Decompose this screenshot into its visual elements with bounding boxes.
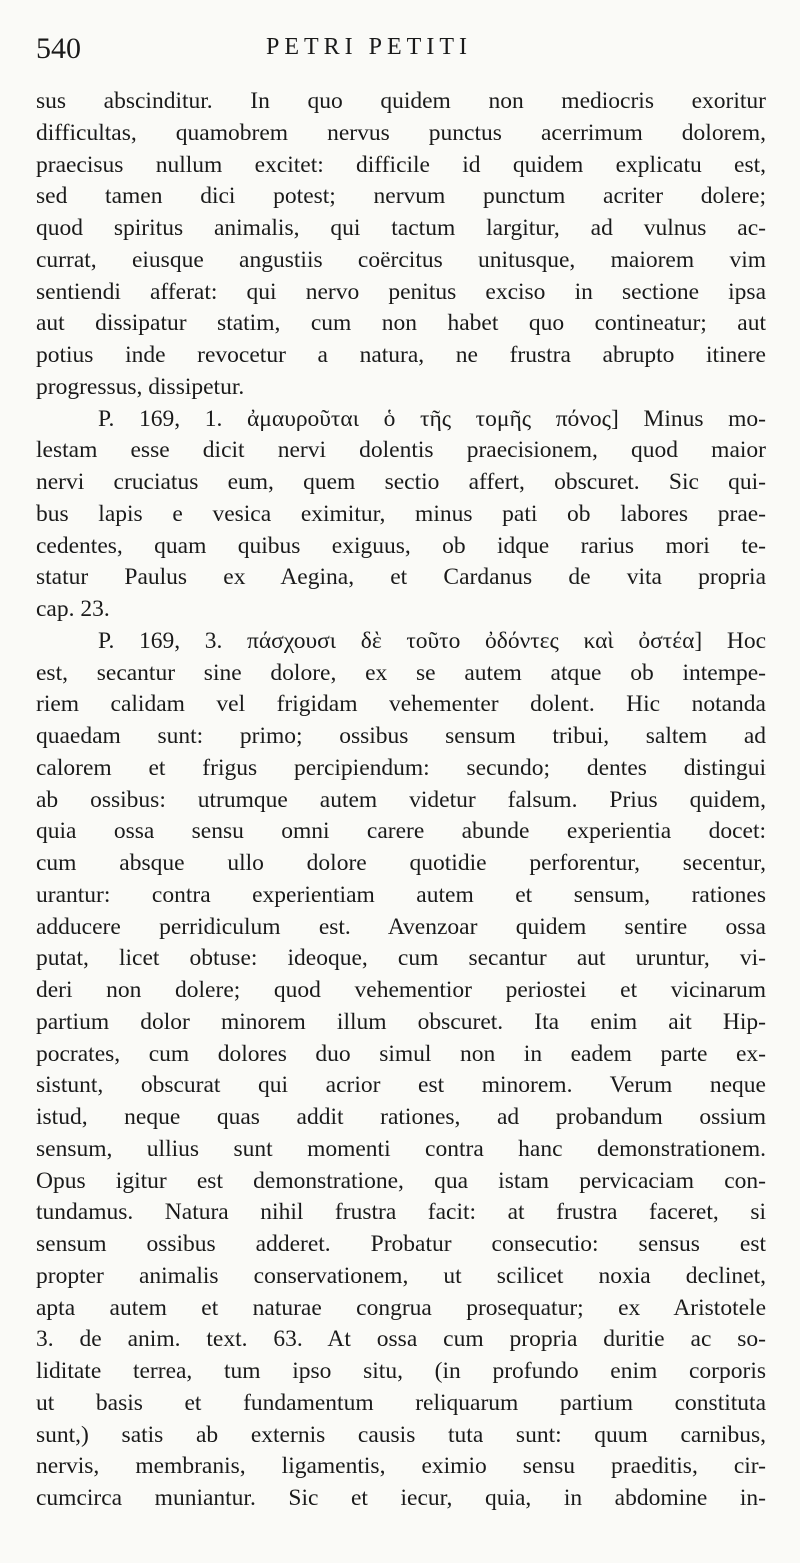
text-line: liditate terrea, tum ipso situ, (in profundo enim corporis (36, 1358, 766, 1384)
text-line: adducere perridiculum est. Avenzoar quidem sentire ossa (36, 913, 766, 940)
text-line: urantur: contra experientiam autem et sensum, rationes (36, 881, 766, 908)
text-line: sensum ossibus adderet. Probatur consecutio: sensus est (36, 1231, 766, 1257)
body-text (36, 86, 766, 1515)
page-number: 540 (36, 32, 81, 65)
text-line: potius inde revocetur a natura, ne frustra abrupto itinere (36, 342, 766, 368)
text-line: sentiendi afferat: qui nervo penitus exciso in sectione ipsa (36, 278, 766, 305)
text-line: sensum, ullius sunt momenti contra hanc demonstrationem. (36, 1135, 766, 1162)
text-line: praecisus nullum excitet: difficile id quidem explicatu est, (36, 151, 766, 178)
text-line: Opus igitur est demonstratione, qua istam pervicaciam con- (36, 1167, 766, 1194)
text-line: lestam esse dicit nervi dolentis praecisionem, quod maior (36, 437, 766, 464)
text-line: 3. de anim. text. 63. At ossa cum propria duritie ac so- (36, 1326, 766, 1353)
text-line: P. 169, 3. πάσχουσι δὲ τοῦτο ὀδόντες καὶ ὀστέα] Hoc (98, 627, 766, 654)
text-line: nervi cruciatus eum, quem sectio affert, obscuret. Sic qui- (36, 469, 766, 495)
running-title: PETRI PETITI (266, 34, 472, 60)
text-line: cum absque ullo dolore quotidie perforentur, secentur, (36, 850, 766, 876)
text-line: sistunt, obscurat qui acrior est minorem. Verum neque (36, 1072, 766, 1099)
text-line: nervis, membranis, ligamentis, eximio sensu praeditis, cir- (36, 1453, 766, 1480)
text-line: ut basis et fundamentum reliquarum partium constituta (36, 1389, 766, 1416)
text-line: propter animalis conservationem, ut scilicet noxia declinet, (36, 1262, 766, 1289)
text-line: calorem et frigus percipiendum: secundo; dentes distingui (36, 754, 766, 781)
text-line: partium dolor minorem illum obscuret. Ita enim ait Hip- (36, 1008, 766, 1035)
text-line: cedentes, quam quibus exiguus, ob idque rarius mori te- (36, 532, 766, 559)
text-line: currat, eiusque angustiis coërcitus unitusque, maiorem vim (36, 246, 766, 273)
text-line: ab ossibus: utrumque autem videtur falsum. Prius quidem, (36, 786, 766, 813)
text-line: tundamus. Natura nihil frustra facit: at frustra faceret, si (36, 1199, 766, 1226)
text-line: riem calidam vel frigidam vehementer dolent. Hic notanda (36, 691, 766, 718)
text-line: pocrates, cum dolores duo simul non in eadem parte ex- (36, 1040, 766, 1067)
text-line: aut dissipatur statim, cum non habet quo contineatur; aut (36, 310, 766, 337)
text-line: sus abscinditur. In quo quidem non mediocris exoritur (36, 88, 766, 114)
text-line: est, secantur sine dolore, ex se autem atque ob intempe- (36, 659, 766, 686)
text-line: deri non dolere; quod vehementior periostei et vicinarum (36, 977, 766, 1003)
text-line: sed tamen dici potest; nervum punctum acriter dolere; (36, 183, 766, 210)
text-line: statur Paulus ex Aegina, et Cardanus de vita propria (36, 564, 766, 591)
text-line: sunt,) satis ab externis causis tuta sunt: quum carnibus, (36, 1421, 766, 1448)
text-line: quaedam sunt: primo; ossibus sensum tribui, saltem ad (36, 723, 766, 749)
text-line: bus lapis e vesica eximitur, minus pati ob labores prae- (36, 500, 766, 527)
text-line: difficultas, quamobrem nervus punctus acerrimum dolorem, (36, 119, 766, 146)
text-line: cumcirca muniantur. Sic et iecur, quia, in abdomine in- (36, 1485, 766, 1511)
text-line: quia ossa sensu omni carere abunde experientia docet: (36, 818, 766, 845)
text-line: cap. 23. (36, 596, 110, 622)
text-line: istud, neque quas addit rationes, ad probandum ossium (36, 1104, 766, 1130)
text-line: apta autem et naturae congrua prosequatur; ex Aristotele (36, 1294, 766, 1321)
text-line: quod spiritus animalis, qui tactum largitur, ad vulnus ac- (36, 215, 766, 241)
text-line: putat, licet obtuse: ideoque, cum secantur aut uruntur, vi- (36, 945, 766, 972)
text-line: progressus, dissipetur. (36, 373, 245, 400)
running-head (36, 30, 760, 70)
text-line: P. 169, 1. ἀμαυροῦται ὁ τῆς τομῆς πόνος] Minus mo- (98, 405, 766, 432)
